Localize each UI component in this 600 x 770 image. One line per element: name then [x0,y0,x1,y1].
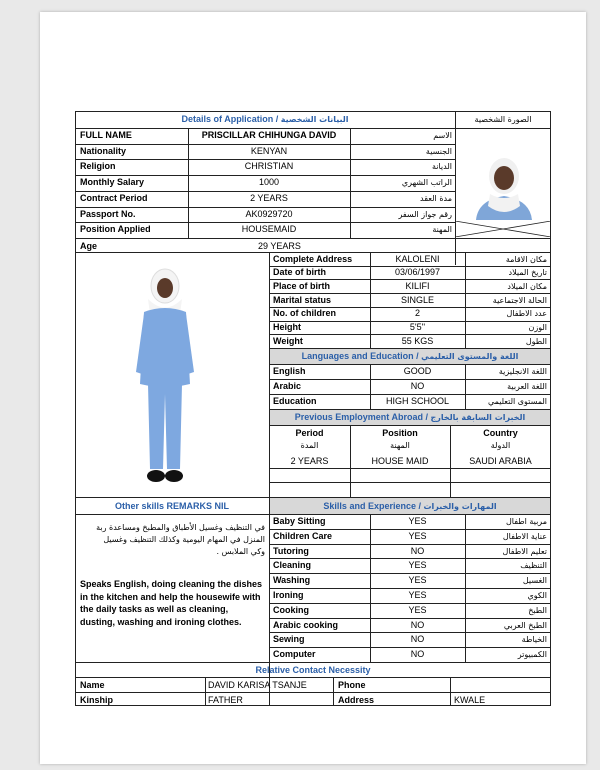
personal-label-ar: الديانة [431,162,452,172]
skills-title-ar: المهارات والخبرات [423,502,497,511]
application-page [40,12,586,764]
row-divider [75,191,455,192]
detail-value: KALOLENI [395,253,440,264]
skill-label-ar: عناية الاطفال [502,531,547,541]
detail-label-ar: عدد الاطفال [506,309,547,319]
full-body-photo [130,264,200,489]
row-divider [269,618,551,619]
language-value: HIGH SCHOOL [385,396,449,406]
contact-kinship-value: FATHER [208,695,243,705]
col-position-ar: المهنة [390,441,410,450]
row-divider [75,144,455,145]
row-divider [269,293,551,294]
personal-label: Contract Period [80,192,148,203]
contact-kinship-label: Kinship [80,695,113,705]
contact-address-value: KWALE [454,695,486,705]
row-divider [269,394,551,395]
other-skills-ar-1: في التنظيف وغسيل الأطباق والمطبخ ومساعدة ربة [96,523,265,532]
detail-label: No. of children [273,308,336,319]
skill-value: NO [410,649,425,660]
languages-title-ar: اللغة والمستوى التعليمي [421,352,519,361]
personal-label: Religion [80,161,116,172]
row-divider [269,379,551,380]
skill-label-ar: الطبخ العربي [503,620,547,630]
personal-label-ar: مدة العقد [420,193,452,203]
age-value: 29 YEARS [258,241,301,251]
col-country-ar: الدولة [490,441,511,450]
language-label-ar: اللغة الانجليزية [498,367,547,376]
detail-label: Marital status [273,294,332,305]
language-label: Arabic [273,381,302,391]
skill-value: YES [408,560,427,571]
row-divider [269,558,551,559]
row-divider [269,266,551,267]
skill-label-ar: الطبخ [528,605,547,615]
skill-label: Sewing [273,634,305,645]
employment-title: Previous Employment Abroad [294,412,423,422]
detail-label: Place of birth [273,280,331,291]
detail-label: Height [273,322,301,332]
personal-label: Passport No. [80,208,136,219]
skills-title: Skills and Experience [323,501,416,511]
row-divider [269,529,551,530]
detail-value: KILIFI [405,280,430,291]
row-divider [269,321,551,322]
detail-label: Date of birth [273,267,326,278]
employment-period: 2 YEARS [290,456,329,466]
other-skills-title: Other skills REMARKS NIL [114,501,230,511]
skill-label-ar: تعليم الاطفال [502,546,547,556]
row-divider [269,603,551,604]
skill-value: NO [410,634,425,645]
detail-value: 55 KGS [401,335,434,346]
language-label-ar: اللغة العربية [507,382,547,391]
skill-value: YES [408,590,427,600]
skill-label-ar: الكمبيوتر [517,650,547,660]
language-label-ar: المستوى التعليمي [487,397,547,406]
other-skills-ar-2: المنزل في المهام اليومية وكذلك التنظيف وغسيل [103,535,265,544]
language-label: English [273,366,306,376]
skill-label-ar: التنظيف [520,561,547,571]
personal-label: Nationality [80,145,127,156]
detail-label: Complete Address [273,253,353,264]
row-divider [75,159,455,160]
skill-label-ar: الخياطة [521,635,547,645]
row-divider [269,279,551,280]
skill-label: Arabic cooking [273,619,339,630]
row-divider [269,334,551,335]
row-divider [269,573,551,574]
row-divider [269,647,551,648]
contact-address-label: Address [338,695,375,705]
row-divider [269,307,551,308]
skill-value: YES [408,516,427,526]
contact-title: Relative Contact Necessity [255,665,371,675]
detail-label-ar: تاريخ الميلاد [508,268,547,278]
employment-title-line: Previous Employment Abroad / الخبرات السابقة بالخارج [294,412,526,422]
detail-label: Weight [273,335,303,346]
personal-value: HOUSEMAID [241,224,297,235]
skill-value: NO [410,545,425,556]
personal-value: CHRISTIAN [244,161,294,172]
personal-label: Position Applied [80,224,151,235]
personal-value: KENYAN [250,145,288,156]
personal-value: AK0929720 [245,208,293,219]
skill-label: Ironing [273,590,304,600]
passport-photo [466,148,542,220]
employment-title-ar: الخبرات السابقة بالخارج [430,413,526,422]
contact-name-value: DAVID KARISA TSANJE [208,680,307,690]
skill-label-ar: الغسيل [522,576,547,586]
age-label: Age [80,241,98,251]
personal-label-ar: الراتب الشهري [401,178,452,188]
personal-label-ar: رقم جواز السفر [398,209,452,219]
col-country: Country [483,428,518,438]
row-divider [269,632,551,633]
personal-value: 1000 [258,177,280,188]
header-title-ar: البيانات الشخصية [280,115,349,124]
row-divider [269,588,551,589]
language-value: NO [410,381,425,391]
language-label: Education [273,396,317,406]
detail-label-ar: مكان الميلاد [507,281,547,291]
detail-label-ar: مكان الاقامة [505,254,547,264]
personal-label-ar: الجنسية [425,146,452,156]
language-value: GOOD [403,366,432,376]
personal-value: 2 YEARS [250,192,288,203]
crossed-box [455,221,551,237]
header-title-line: Details of Application / البيانات الشخصية [181,114,349,124]
personal-label: Monthly Salary [80,177,145,188]
skill-label: Cleaning [273,560,312,571]
skill-value: YES [408,575,427,586]
detail-value: 03/06/1997 [394,267,441,278]
detail-label-ar: الطول [525,336,547,346]
personal-value: PRISCILLAR CHIHUNGA DAVID [201,130,337,140]
skill-value: NO [410,619,425,630]
skills-title-line: Skills and Experience / المهارات والخبرات [323,501,497,511]
col-period: Period [295,428,324,438]
personal-label-ar: الاسم [433,131,452,140]
detail-label-ar: الوزن [528,323,547,332]
row-divider [75,175,455,176]
row-divider [269,544,551,545]
skill-label-ar: الكوي [527,591,547,600]
skill-value: YES [408,530,427,541]
languages-title-line: Languages and Education / اللغة والمستوى التعليمي [301,351,519,361]
skill-label: Baby Sitting [273,516,326,526]
row-divider [75,207,455,208]
detail-label-ar: الحالة الاجتماعية [492,295,547,305]
other-skills-remarks: Speaks English, doing cleaning the dishes in the kitchen and help the housewife with the daily tasks as well as cleaning, dusting, washing and ironing clothes. [80,579,263,627]
photo-label-ar: الصورة الشخصية [474,115,532,124]
personal-label: FULL NAME [80,130,132,140]
skill-label: Tutoring [273,545,309,556]
row-divider [75,222,455,223]
personal-label-ar: المهنة [432,225,452,235]
contact-name-label: Name [80,680,105,690]
skill-value: YES [408,604,427,615]
employment-position: HOUSE MAID [371,456,429,466]
header-title: Details of Application [181,114,274,124]
detail-value: 5'5'' [409,322,426,332]
employment-country: SAUDI ARABIA [469,456,532,466]
skill-label: Computer [273,649,316,660]
skill-label: Washing [273,575,311,586]
other-skills-ar-3: وكي الملابس . [216,547,265,556]
languages-title: Languages and Education [301,351,414,361]
col-position: Position [382,428,418,438]
contact-phone-label: Phone [338,680,366,690]
skill-label: Cooking [273,604,309,615]
detail-value: SINGLE [400,294,434,305]
col-period-ar: المدة [300,441,319,450]
skill-label: Children Care [273,530,333,541]
skill-label-ar: مربية اطفال [505,517,547,526]
detail-value: 2 [414,308,420,319]
